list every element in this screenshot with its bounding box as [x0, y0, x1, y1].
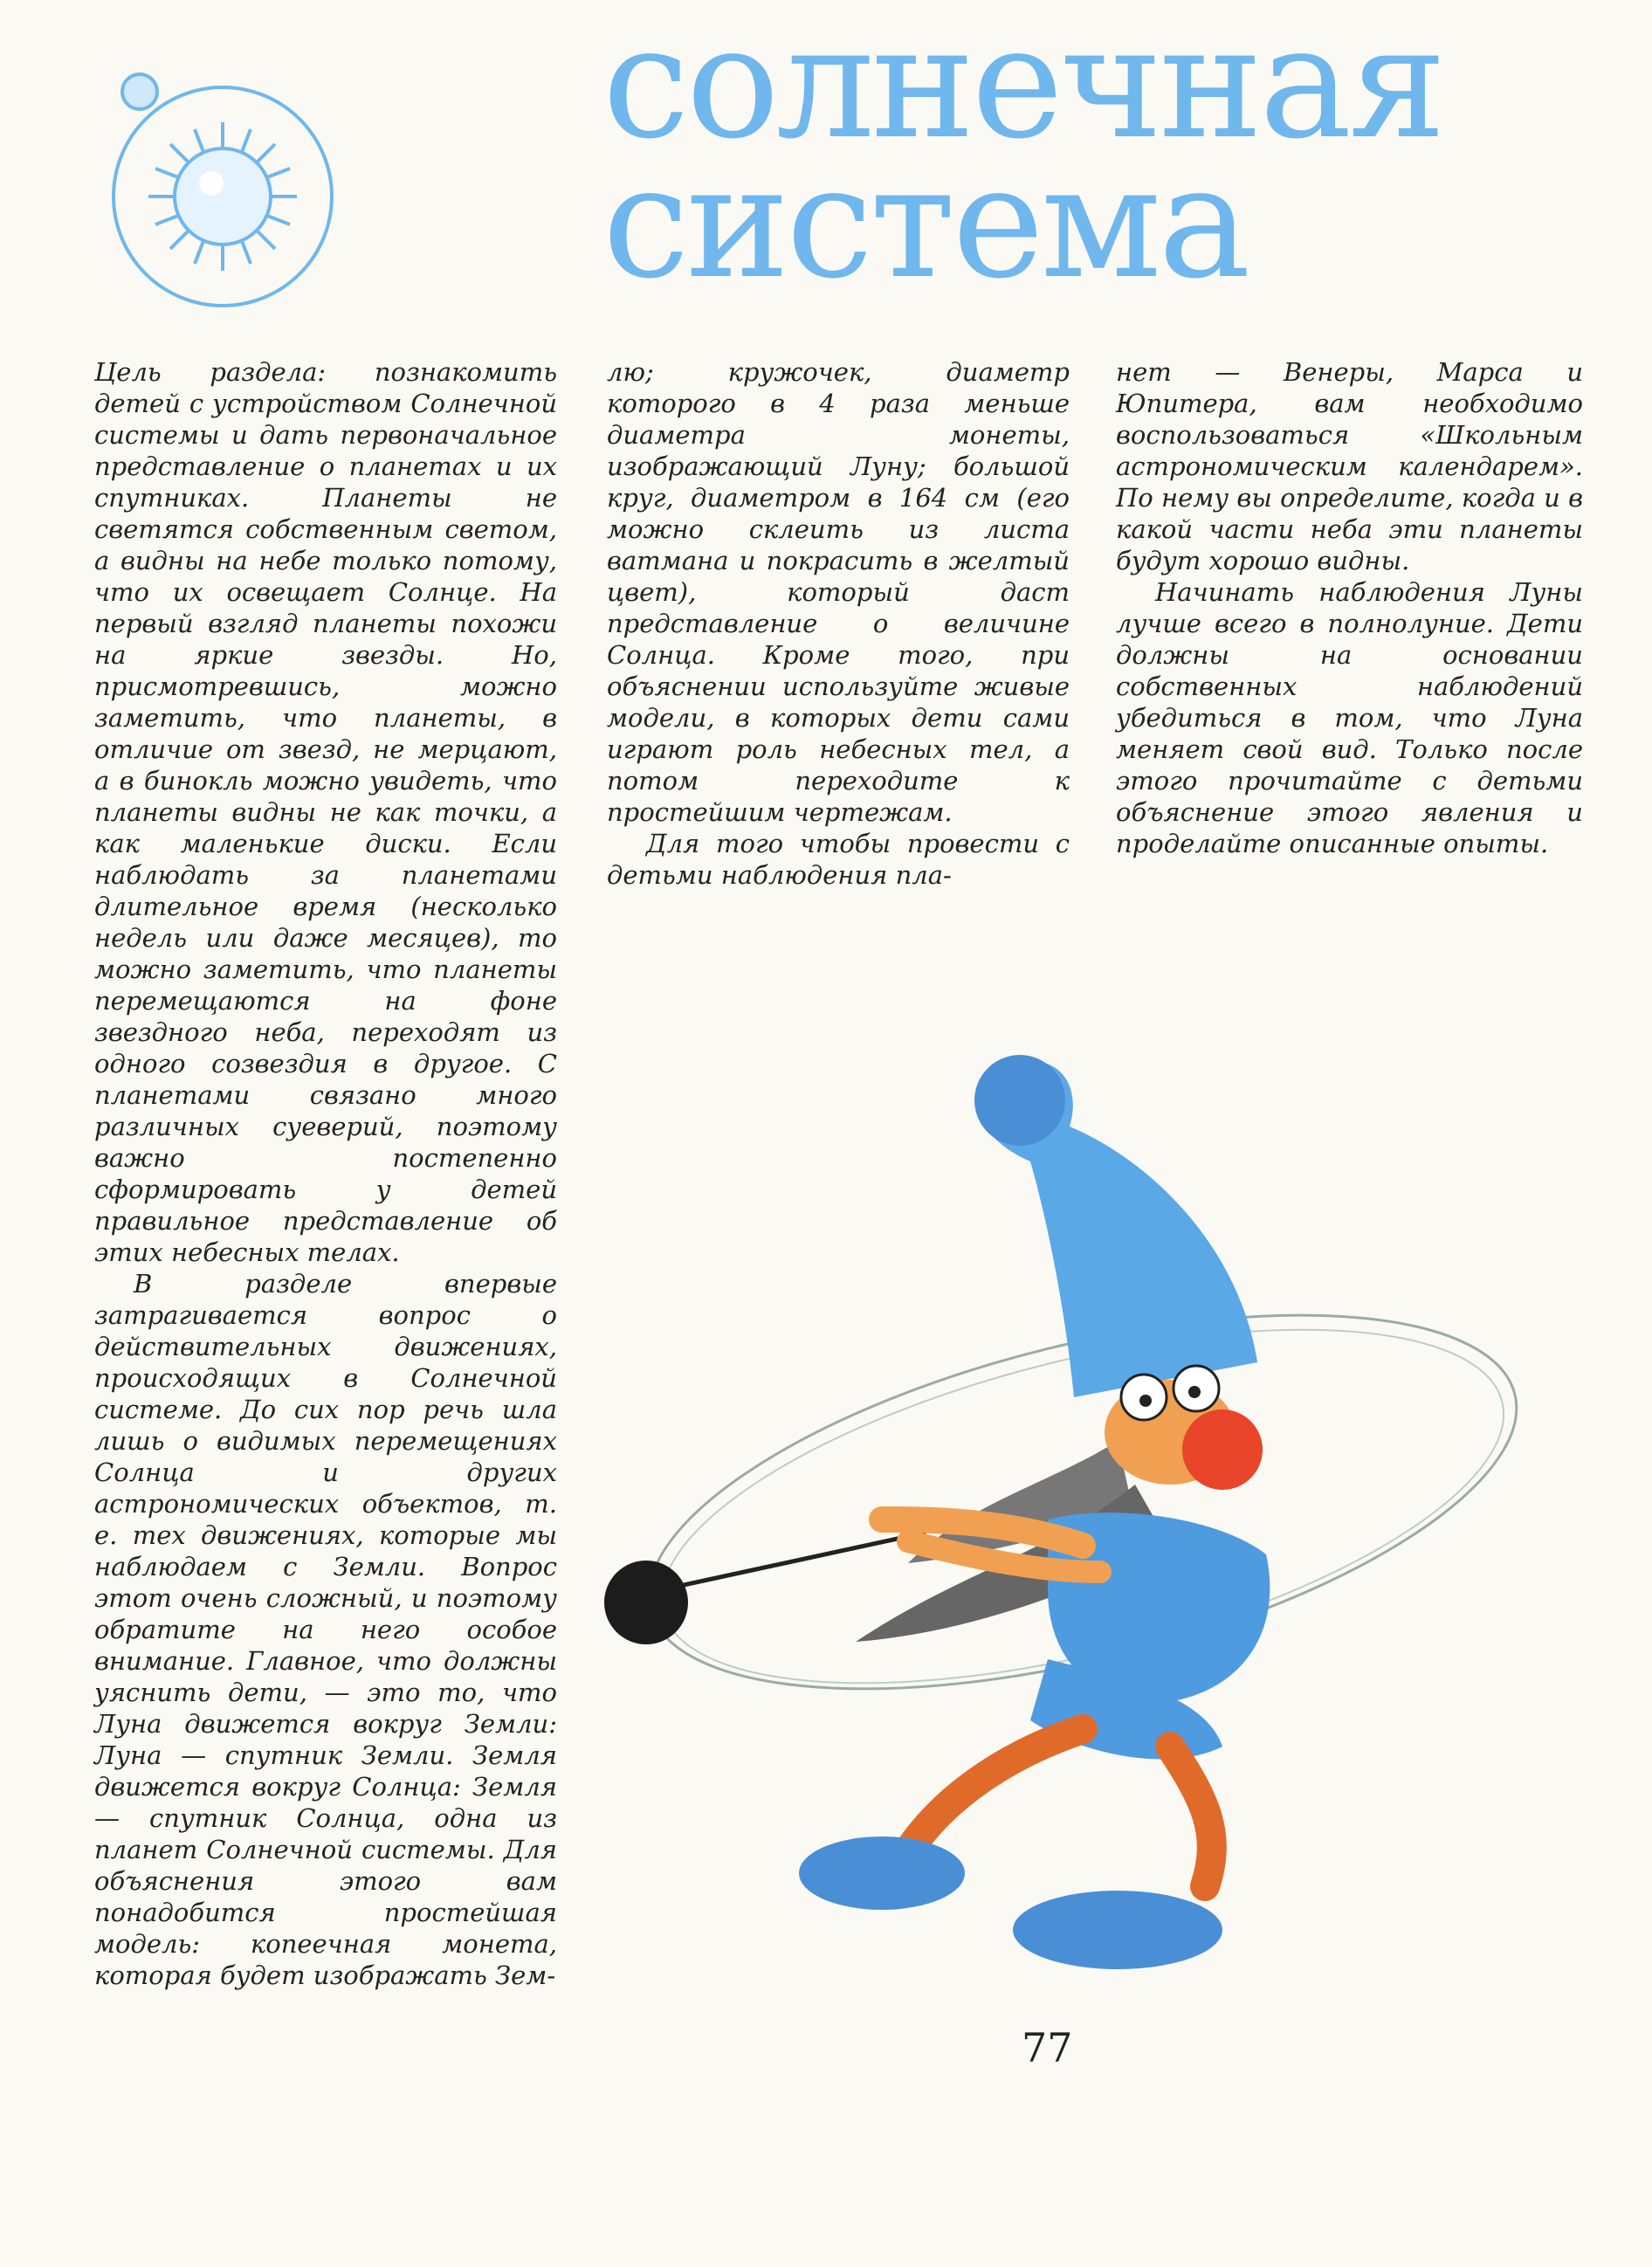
paragraph: В разделе впервые затрагивается вопрос о действительных движениях, происходящих в Солнечной системе. До сих пор речь шла лишь о видимых перемещениях Солнца и других астрономических объектов, т. е. тех движениях, которые мы наблюдаем с Земли. Вопрос этот очень сложный, и поэтому обратите на него особое внимание. Главное, что должны уяснить дети, — это то, что Луна движется вокруг Земли: Луна — спутник Земли. Земля движется вокруг Солнца: Земля — спутник Солнца, одна из планет Солнечной системы. Для объяснения этого вам понадобится простейшая модель: копеечная монета, которая будет изображать Зем-: [94, 1269, 557, 1990]
paragraph: Начинать наблюдения Луны лучше всего в полнолуние. Дети должны на основании собственных наблюдений убедиться в том, что Луна меняет свой вид. Только после этого прочитайте с детьми объяснение этого явления и проделайте описанные опыты.: [1116, 577, 1583, 858]
text-column-2: [607, 356, 1070, 891]
text-column-3: [1116, 356, 1583, 859]
title-line-2: система: [602, 132, 1248, 313]
page-number: 77: [1022, 2024, 1073, 2071]
sun-orbit-emblem-icon: [87, 52, 349, 332]
title-line-1: солнечная: [602, 0, 1443, 173]
text-column-1: [94, 356, 557, 1991]
page-title: [602, 0, 1607, 313]
paragraph: нет — Венеры, Марса и Юпитера, вам необходимо воспользоваться «Школьным астрономическим календарем». По нему вы определите, когда и в какой части неба эти планеты будут хорошо видны.: [1116, 357, 1583, 575]
paragraph: Для того чтобы провести с детьми наблюдения пла-: [607, 829, 1070, 890]
paragraph: Цель раздела: познакомить детей с устройством Солнечной системы и дать первоначальное представление о планетах и их спутниках. Планеты не светятся собственным светом, а видны на небе только потому, что их освещает Солнце. На первый взгляд планеты похожи на яркие звезды. Но, присмотревшись, можно заметить, что планеты, в отличие от звезд, не мерцают, а в бинокль можно увидеть, что планеты видны не как точки, а как маленькие диски. Если наблюдать за планетами длительное время (несколько недель или даже месяцев), то можно заметить, что планеты перемещаются на фоне звездного неба, переходят из одного созвездия в другое. С планетами связано много различных суеверий, поэтому важно постепенно сформировать у детей правильное представление об этих небесных телах.: [94, 357, 557, 1267]
gnome-hammer-thrower-illustration: [594, 1030, 1598, 2026]
paragraph: лю; кружочек, диаметр которого в 4 раза меньше диаметра монеты, изображающий Луну; большой круг, диаметром в 164 см (его можно склеить из листа ватмана и покрасить в желтый цвет), который даст представление о величине Солнца. Кроме того, при объяснении используйте живые модели, в которых дети сами играют роль небесных тел, а потом переходите к простейшим чертежам.: [607, 357, 1070, 827]
